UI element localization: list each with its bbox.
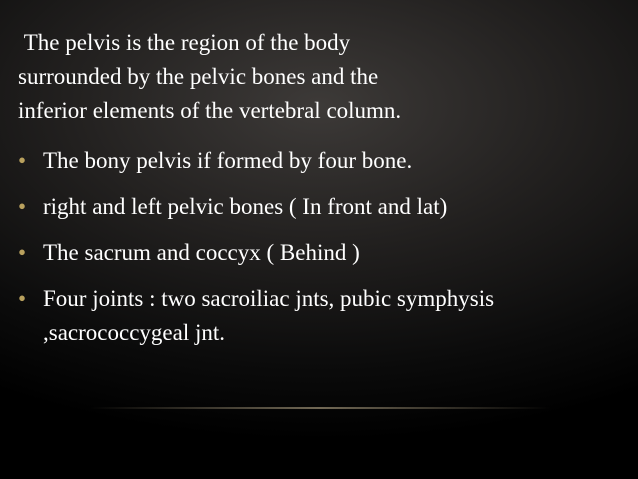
bullet-text: The bony pelvis if formed by four bone. [43, 148, 413, 173]
intro-paragraph: The pelvis is the region of the body surrounded by the pelvic bones and the inferior elements of the vertebral column. [18, 30, 402, 123]
bullet-item [18, 236, 630, 270]
bullet-icon: • [18, 194, 27, 219]
bullet-list [18, 144, 630, 362]
bullet-item [18, 144, 630, 178]
bullet-icon: • [18, 148, 27, 173]
bullet-icon: • [18, 286, 27, 311]
bullet-text: Four joints : two sacroiliac jnts, pubic symphysis ,sacrococcygeal jnt. [43, 286, 495, 345]
bullet-text: right and left pelvic bones ( In front and lat) [43, 194, 448, 219]
bullet-icon: • [18, 240, 27, 265]
decorative-divider [90, 407, 550, 409]
bullet-text: The sacrum and coccyx ( Behind ) [43, 240, 360, 265]
bullet-item [18, 190, 630, 224]
bullet-item [18, 282, 630, 350]
